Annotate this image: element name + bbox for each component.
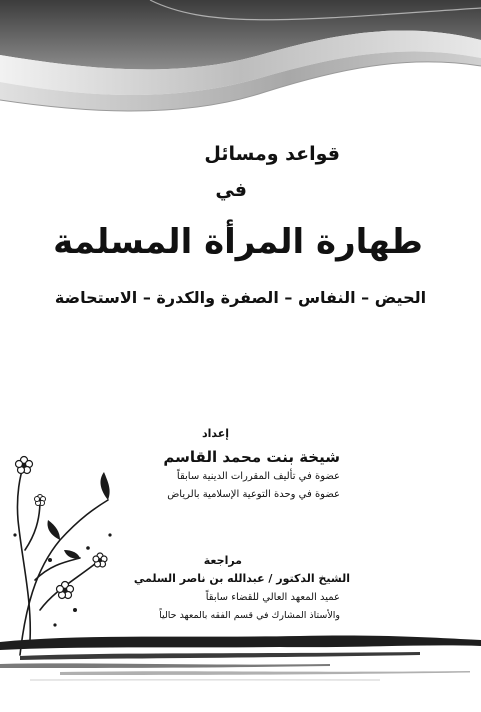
- reviewer-role-1: عميد المعهد العالي للقضاء سابقاً: [205, 592, 340, 603]
- preparation-label: إعداد: [201, 427, 229, 440]
- review-label: مراجعة: [203, 554, 242, 567]
- subtitle: الحيض – النفاس – الصفرة والكدرة – الاستحاضة: [54, 288, 427, 307]
- title-preposition: في: [215, 179, 247, 201]
- reviewer-name: الشيخ الدكتور / عبدالله بن ناصر السلمي: [133, 572, 350, 585]
- header-wave-icon: [0, 0, 481, 125]
- author-name: شيخة بنت محمد القاسم: [163, 448, 340, 466]
- title-top: قواعد ومسائل: [204, 143, 340, 165]
- page-title: طهارة المرأة المسلمة: [53, 222, 423, 262]
- ground-brush-icon: [0, 620, 481, 712]
- reviewer-role-2: والأستاذ المشارك في قسم الفقه بالمعهد حالياً: [159, 610, 340, 621]
- author-role-1: عضوة في تأليف المقررات الدينية سابقاً: [176, 471, 340, 482]
- author-role-2: عضوة في وحدة التوعية الإسلامية بالرياض: [167, 489, 340, 500]
